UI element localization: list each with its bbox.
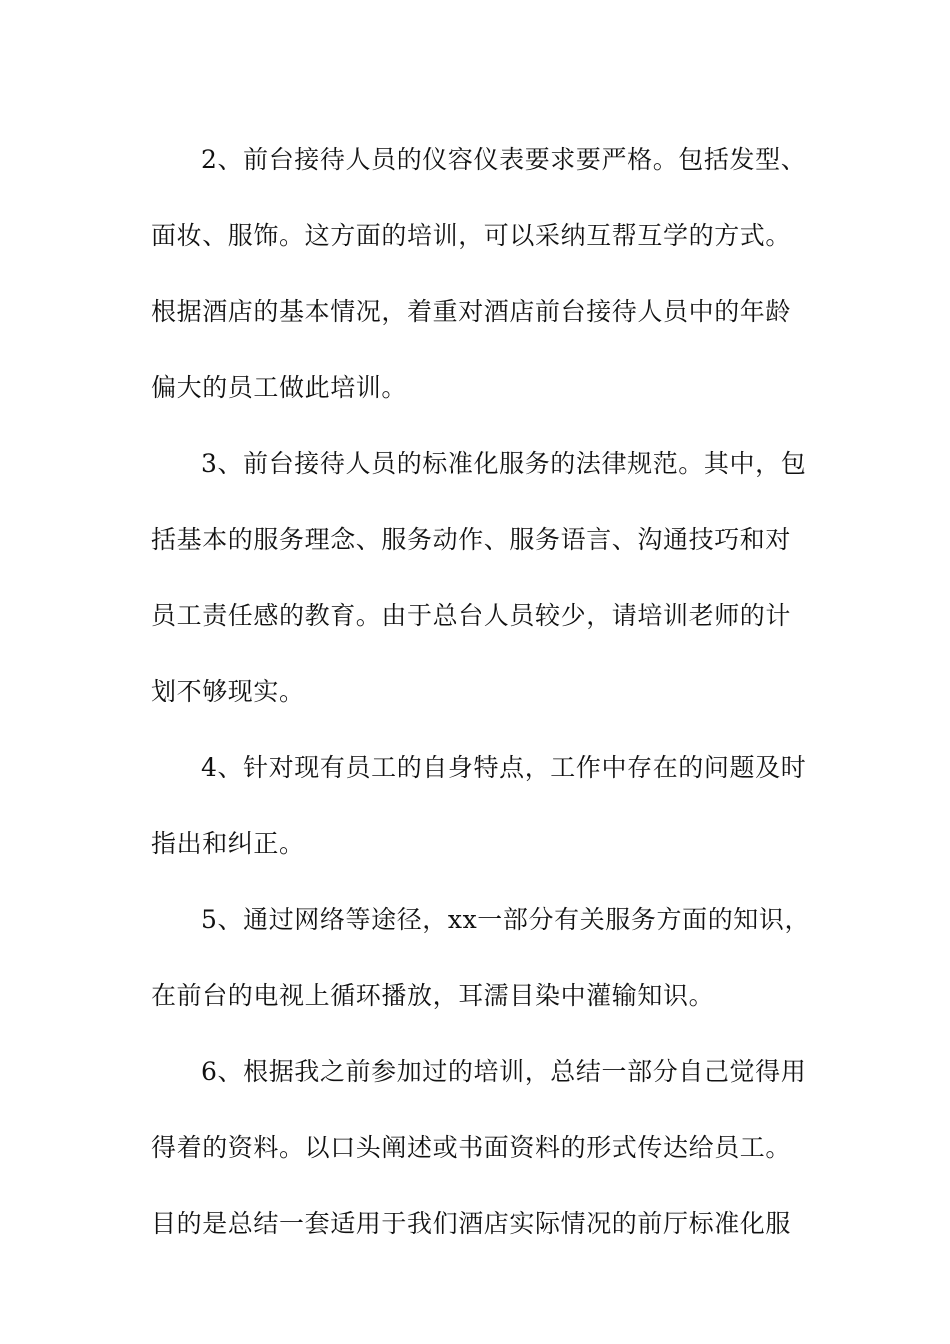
paragraph-4-line-1: 4、针对现有员工的自身特点，工作中存在的问题及时: [201, 753, 807, 782]
paragraph-6-line-3: 目的是总结一套适用于我们酒店实际情况的前厅标准化服: [151, 1209, 792, 1238]
paragraph-6-line-2: 得着的资料。以口头阐述或书面资料的形式传达给员工。: [151, 1133, 792, 1162]
paragraph-4-line-2: 指出和纠正。: [151, 829, 305, 858]
paragraph-3-line-4: 划不够现实。: [151, 677, 305, 706]
paragraph-2-line-2: 面妆、服饰。这方面的培训，可以采纳互帮互学的方式。: [151, 221, 792, 250]
paragraph-2-line-3: 根据酒店的基本情况，着重对酒店前台接待人员中的年龄: [151, 297, 792, 326]
paragraph-3-line-3: 员工责任感的教育。由于总台人员较少，请培训老师的计: [151, 601, 792, 630]
paragraph-6-line-1: 6、根据我之前参加过的培训，总结一部分自己觉得用: [201, 1057, 807, 1086]
paragraph-2-line-4: 偏大的员工做此培训。: [151, 373, 408, 402]
paragraph-3-line-1: 3、前台接待人员的标准化服务的法律规范。其中，包: [201, 449, 807, 478]
paragraph-5-line-2: 在前台的电视上循环播放，耳濡目染中灌输知识。: [151, 981, 715, 1010]
paragraph-3-line-2: 括基本的服务理念、服务动作、服务语言、沟通技巧和对: [151, 525, 792, 554]
paragraph-5-line-1: 5、通过网络等途径，xx一部分有关服务方面的知识，: [201, 905, 811, 934]
document-body: [151, 122, 811, 1262]
paragraph-2-line-1: 2、前台接待人员的仪容仪表要求要严格。包括发型、: [201, 145, 807, 174]
